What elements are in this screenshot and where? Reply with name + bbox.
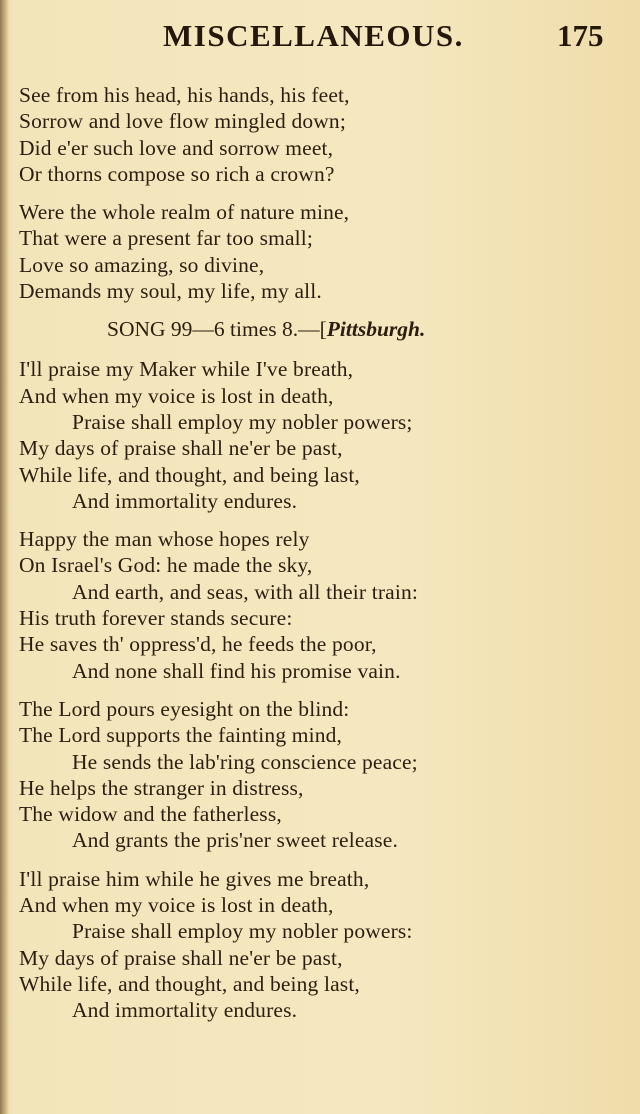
- verse-line: My days of praise shall ne'er be past,: [19, 945, 343, 970]
- page-spine-shadow: [0, 0, 9, 1114]
- verse-line: I'll praise him while he gives me breath,: [19, 866, 370, 891]
- verse-line: He sends the lab'ring conscience peace;: [72, 749, 418, 774]
- verse-line: My days of praise shall ne'er be past,: [19, 436, 343, 461]
- verse-line: Love so amazing, so divine,: [19, 252, 265, 277]
- verse-line: Praise shall employ my nobler powers:: [72, 919, 413, 944]
- tune-name: Pittsburgh.: [326, 317, 426, 342]
- song-number-meter: SONG 99—6 times 8.—[: [107, 317, 327, 342]
- verse-line: He saves th' oppress'd, he feeds the poor,: [19, 632, 377, 657]
- verse-line: The Lord pours eyesight on the blind:: [19, 696, 350, 721]
- verse-line: While life, and thought, and being last,: [19, 462, 360, 487]
- verse-line: And none shall find his promise vain.: [72, 658, 401, 683]
- verse-line: That were a present far too small;: [19, 226, 314, 251]
- running-title: MISCELLANEOUS.: [163, 18, 464, 53]
- verse-line: He helps the stranger in distress,: [19, 775, 304, 800]
- verse-line: Were the whole realm of nature mine,: [19, 200, 350, 225]
- verse-line: The Lord supports the fainting mind,: [19, 723, 343, 748]
- stanza-4: [19, 866, 619, 1024]
- verse-line: And immortality endures.: [72, 998, 298, 1023]
- song-heading: [107, 316, 619, 342]
- stanza-previous-2: [19, 199, 619, 304]
- stanza-1: [19, 356, 619, 514]
- stanza-previous-1: [19, 82, 619, 187]
- page-content: [19, 82, 619, 1036]
- verse-line: Or thorns compose so rich a crown?: [19, 161, 335, 186]
- verse-line: Demands my soul, my life, my all.: [19, 279, 322, 304]
- verse-line: While life, and thought, and being last,: [19, 971, 360, 996]
- stanza-3: [19, 696, 619, 854]
- page-number: 175: [557, 18, 604, 53]
- verse-line: Sorrow and love flow mingled down;: [19, 109, 346, 134]
- verse-line: And earth, and seas, with all their train:: [72, 579, 419, 604]
- verse-line: And when my voice is lost in death,: [19, 383, 334, 408]
- verse-line: And when my voice is lost in death,: [19, 893, 334, 918]
- verse-line: His truth forever stands secure:: [19, 606, 293, 631]
- verse-line: And grants the pris'ner sweet release.: [72, 828, 398, 853]
- verse-line: Praise shall employ my nobler powers;: [72, 409, 413, 434]
- verse-line: Happy the man whose hopes rely: [19, 527, 310, 552]
- verse-line: On Israel's God: he made the sky,: [19, 553, 313, 578]
- verse-line: See from his head, his hands, his feet,: [19, 83, 350, 107]
- stanza-2: [19, 526, 619, 684]
- verse-line: I'll praise my Maker while I've breath,: [19, 357, 354, 382]
- verse-line: The widow and the fatherless,: [19, 802, 282, 827]
- verse-line: And immortality endures.: [72, 488, 298, 513]
- verse-line: Did e'er such love and sorrow meet,: [19, 135, 334, 160]
- page-header: [0, 18, 640, 58]
